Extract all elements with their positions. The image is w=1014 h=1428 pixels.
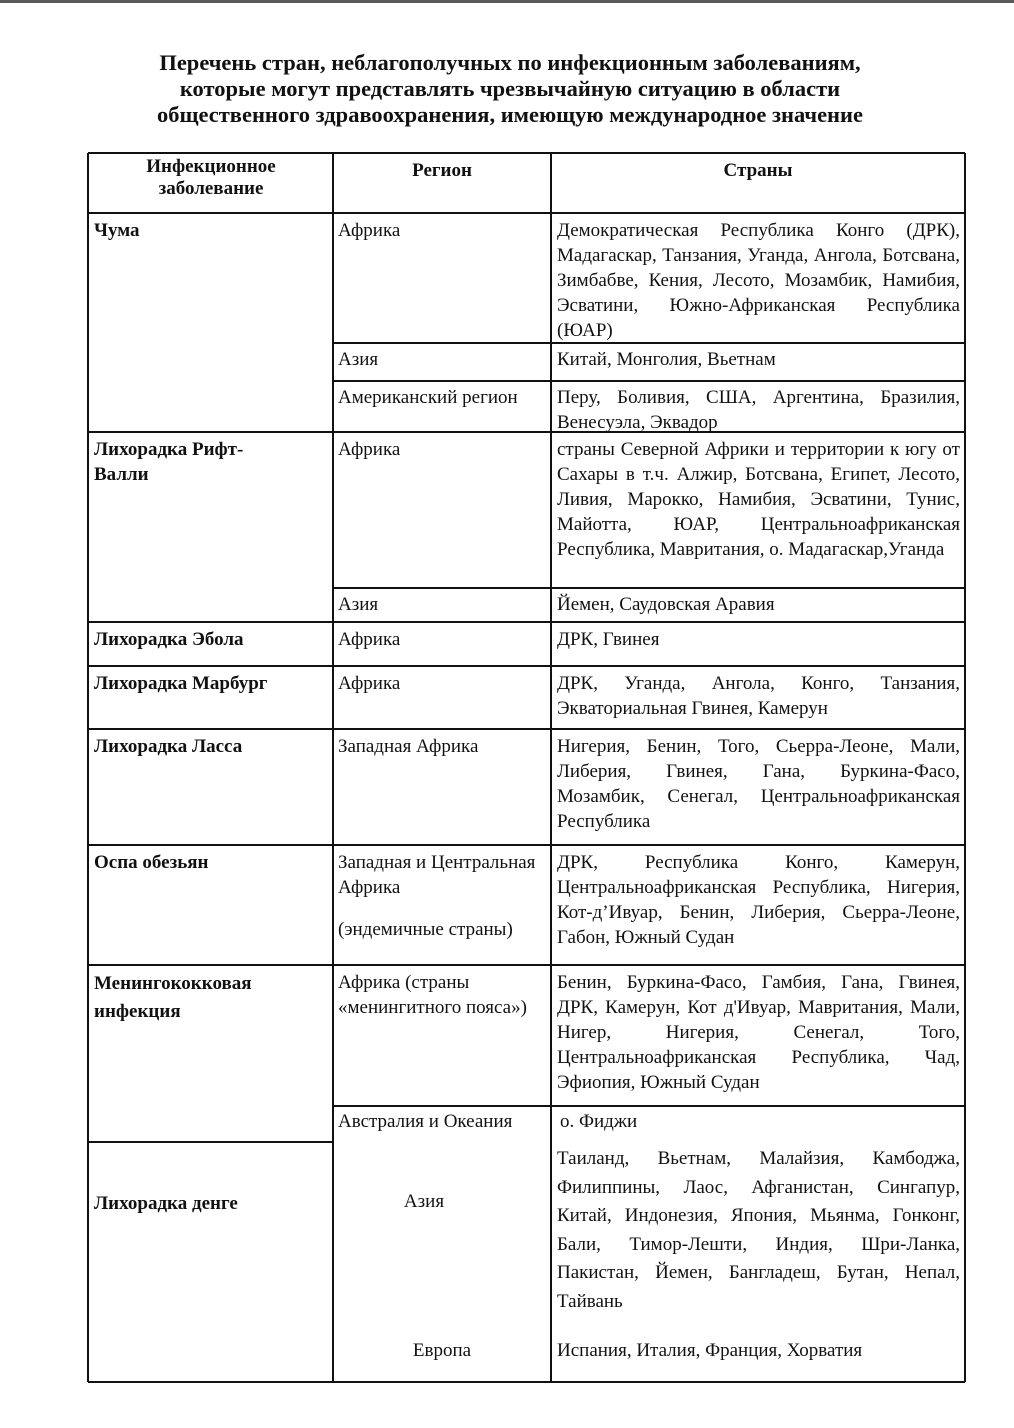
region-cell: Австралия и Океания: [338, 1111, 513, 1132]
region-cell: Западная и Центральная Африка: [338, 852, 536, 898]
countries-cell: страны Северной Африки и территории к югу от Сахары в т.ч. Алжир, Ботсвана, Египет, Лесото, Ливия, Марокко, Намибия, Эсватини, Тунис, Майотта, ЮАР, Центральноафриканская Республика, Мавритания, о. Мадагаскар,Уганда: [557, 439, 960, 560]
disease-meningococcal: Менингококковая инфекция: [94, 973, 252, 1022]
disease-dengue: Лихорадка денге: [94, 1193, 238, 1214]
countries-cell: ДРК, Гвинея: [557, 629, 660, 650]
top-border-line: [0, 0, 1014, 3]
countries-cell: Бенин, Буркина-Фасо, Гамбия, Гана, Гвинея, ДРК, Камерун, Кот д'Ивуар, Мавритания, Мали, Нигер, Нигерия, Сенегал, Того, Центральноафриканская Республика, Чад, Эфиопия, Южный Судан: [557, 972, 960, 1093]
countries-cell: о. Фиджи: [560, 1111, 638, 1132]
disease-ebola: Лихорадка Эбола: [94, 629, 244, 650]
header-countries: Страны: [723, 160, 793, 181]
region-cell: Африка: [338, 220, 401, 241]
disease-plague: Чума: [94, 220, 140, 241]
countries-cell: Испания, Италия, Франция, Хорватия: [557, 1340, 863, 1361]
region-cell: Африка: [338, 629, 401, 650]
countries-cell: Йемен, Саудовская Аравия: [557, 594, 775, 615]
countries-cell: Таиланд, Вьетнам, Малайзия, Камбоджа, Филиппины, Лаос, Афганистан, Сингапур, Китай, Индонезия, Япония, Мьянма, Гонконг, Бали, Тимор-Лешти, Индия, Шри-Ланка, Пакистан, Йемен, Бангладеш, Бутан, Непал, Тайвань: [557, 1148, 960, 1312]
title-line: которые могут представлять чрезвычайную ситуацию в области: [179, 76, 841, 101]
region-cell: Африка: [338, 673, 401, 694]
countries-cell: ДРК, Уганда, Ангола, Конго, Танзания, Экваториальная Гвинея, Камерун: [557, 673, 960, 719]
region-cell: Африка (страны «менингитного пояса»): [338, 972, 527, 1018]
header-disease: Инфекционное заболевание: [146, 156, 276, 199]
region-note: (эндемичные страны): [338, 919, 513, 940]
countries-cell: ДРК, Республика Конго, Камерун, Центральноафриканская Республика, Нигерия, Кот-д’Ивуар, Бенин, Либерия, Сьерра-Леоне, Габон, Южный Судан: [557, 852, 960, 948]
title-line: Перечень стран, неблагополучных по инфекционным заболеваниям,: [159, 50, 861, 75]
disease-rift-valley: Лихорадка Рифт-Валли: [94, 439, 244, 485]
disease-marburg: Лихорадка Марбург: [94, 673, 268, 694]
countries-cell: Перу, Боливия, США, Аргентина, Бразилия, Венесуэла, Эквадор: [557, 387, 960, 433]
disease-monkeypox: Оспа обезьян: [94, 852, 209, 873]
document-title: [60, 50, 960, 128]
region-cell: Азия: [338, 349, 379, 370]
region-cell: Западная Африка: [338, 736, 479, 757]
disease-lassa: Лихорадка Ласса: [94, 736, 243, 757]
countries-cell: Нигерия, Бенин, Того, Сьерра-Леоне, Мали, Либерия, Гвинея, Гана, Буркина-Фасо, Мозамбик, Сенегал, Центральноафриканская Республика: [557, 736, 960, 832]
countries-cell: Демократическая Республика Конго (ДРК), Мадагаскар, Танзания, Уганда, Ангола, Ботсвана, Зимбабве, Кения, Лесото, Мозамбик, Намибия, Эсватини, Южно-Африканская Республика (ЮАР): [557, 220, 960, 341]
region-cell: Африка: [338, 439, 401, 460]
countries-cell: Китай, Монголия, Вьетнам: [557, 349, 776, 370]
header-region: Регион: [412, 160, 472, 181]
title-line: общественного здравоохранения, имеющую международное значение: [157, 102, 863, 127]
region-cell: Азия: [338, 594, 379, 615]
region-cell: Азия: [403, 1191, 445, 1212]
region-cell: Европа: [412, 1340, 472, 1361]
region-cell: Американский регион: [338, 387, 518, 408]
